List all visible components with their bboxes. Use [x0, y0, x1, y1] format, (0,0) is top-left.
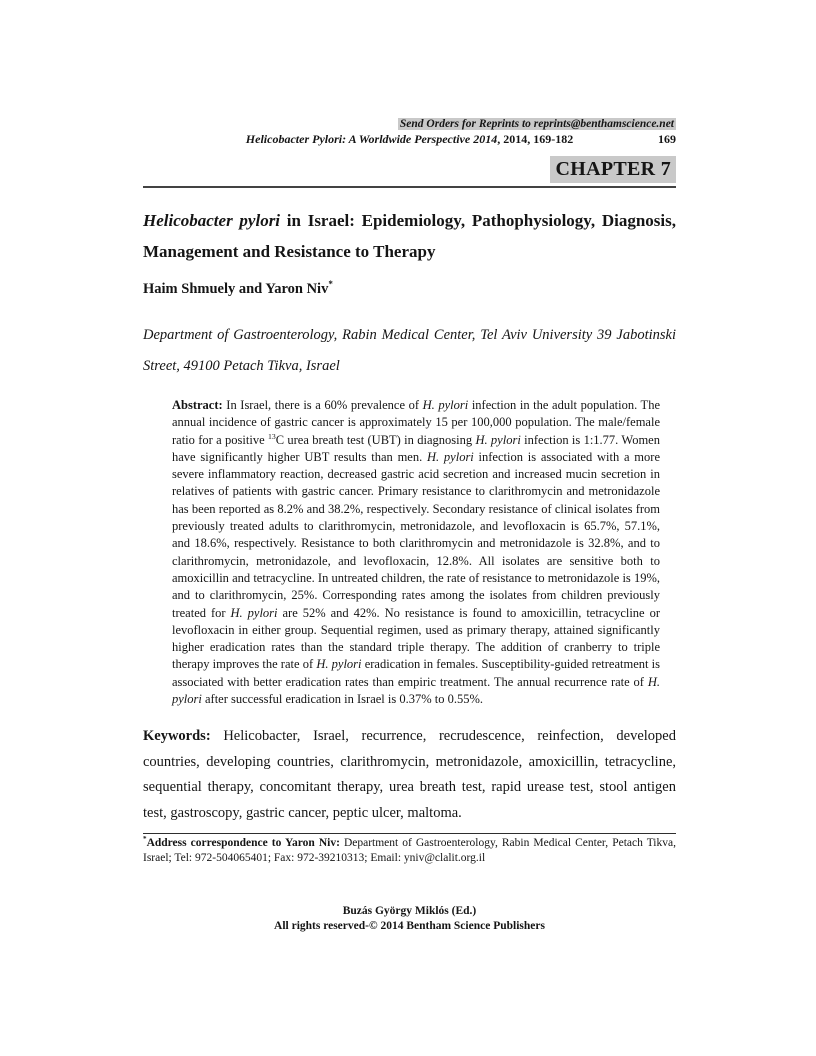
abstract-paragraph: Abstract: In Israel, there is a 60% prevalence of H. pylori infection in the adult population. The annual incidence of gastric cancer is approximately 15 per 100,000 population. The male/female ratio for a positive $^{13}$C urea breath test (UBT) in diagnosing H. pylori infection is 1:1.77. Women have significantly higher UBT results than men. H. pylori infection is associated with a more severe inflammatory reaction, decreased gastric acid secretion and increased mucin secretion in relatives of patients with gastric cancer. Primary resistance to clarithromycin and metronidazole has been reported as 8.2% and 38.2%, respectively. Secondary resistance of clinical isolates from previously treated adults to clarithromycin, metronidazole, and levofloxacin is 65.7%, 57.1%, and 18.6%, respectively. Resistance to both clarithromycin and metronidazole is 32.8%, and to clarithromycin, metronidazole, and levofloxacin, 12.8%. All isolates are sensitive both to amoxicillin and tetracycline. In untreated children, the rate of resistance to metronidazole is 19%, and to clarithromycin, 25%. Corresponding rates among the isolates from children previously treated for H. pylori are 52% and 42%. No resistance is found to amoxicillin, tetracycline or levofloxacin in either group. Sequential regimen, used as primary therapy, attained significantly higher eradication rates than the standard triple therapy. The addition of cranberry to triple therapy improves the rate of H. pylori eradication in females. Susceptibility-guided retreatment is associated with better eradication rates than empiric treatment. The annual recurrence rate of H. pylori after successful eradication in Israel is 0.37% to 0.55%. [172, 398, 661, 707]
page-number: 169 [658, 132, 676, 146]
editor-line: Buzás György Miklós (Ed.) [342, 905, 477, 917]
authors-line: Haim Shmuely and Yaron Niv* [143, 279, 333, 297]
reprint-notice: Send Orders for Reprints to reprints@benthamscience.net [399, 118, 674, 130]
copyright-line: All rights reserved-© 2014 Bentham Science Publishers [274, 920, 545, 932]
correspondence-footnote: *Address correspondence to Yaron Niv: Department of Gastroenterology, Rabin Medical Center, Petach Tikva, Israel; Tel: 972-504065401; Fax: 972-39210313; Email: yniv@clalit.org.il [143, 835, 676, 865]
page-footer [143, 904, 676, 934]
chapter-label: CHAPTER 7 [550, 156, 676, 183]
book-citation: Helicobacter Pylori: A Worldwide Perspective 2014, 2014, 169-182 [245, 132, 574, 146]
running-head [143, 132, 676, 147]
page-header [143, 117, 676, 188]
keywords-paragraph: Keywords: Helicobacter, Israel, recurrence, recrudescence, reinfection, developed countries, developing countries, clarithromycin, metronidazole, amoxicillin, tetracycline, sequential therapy, concomitant therapy, urea breath test, rapid urease test, stool antigen test, gastroscopy, gastric cancer, peptic ulcer, maltoma. [143, 728, 676, 821]
chapter-title: Helicobacter pylori in Israel: Epidemiology, Pathophysiology, Diagnosis, Management and Resistance to Therapy [143, 211, 676, 261]
footnote-rule [143, 833, 676, 834]
reprint-notice-line [143, 117, 676, 132]
chapter-row [143, 156, 676, 183]
header-rule [143, 186, 676, 188]
affiliation: Department of Gastroenterology, Rabin Medical Center, Tel Aviv University 39 Jabotinski Street, 49100 Petach Tikva, Israel [143, 327, 676, 374]
